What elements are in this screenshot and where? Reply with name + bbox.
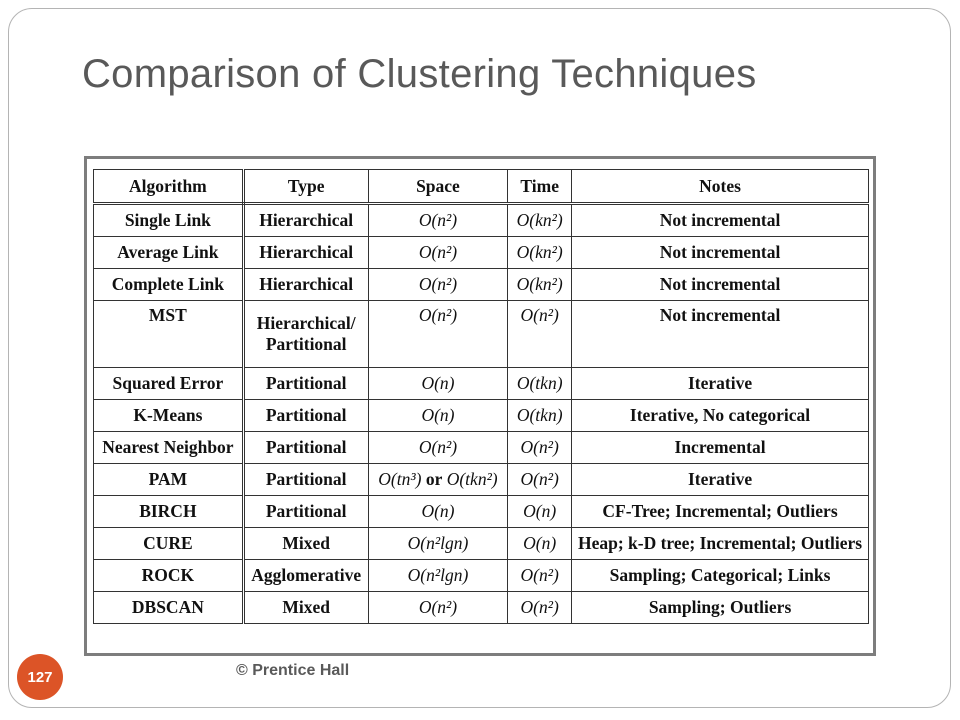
cell-type: Partitional [243, 368, 368, 400]
cell-time: O(n²) [508, 464, 572, 496]
table-row [94, 464, 869, 496]
cell-space-value: O(tn³) [378, 469, 422, 489]
table-row [94, 269, 869, 301]
comparison-table [93, 169, 869, 624]
cell-algorithm: BIRCH [94, 496, 244, 528]
cell-algorithm: K-Means [94, 400, 244, 432]
cell-type: Mixed [243, 528, 368, 560]
cell-type: Partitional [243, 400, 368, 432]
cell-type: Agglomerative [243, 560, 368, 592]
cell-algorithm: Complete Link [94, 269, 244, 301]
cell-notes: Heap; k-D tree; Incremental; Outliers [572, 528, 869, 560]
table-row [94, 432, 869, 464]
cell-notes: Iterative, No categorical [572, 400, 869, 432]
cell-time: O(n) [508, 528, 572, 560]
cell-space: O(n²lgn) [368, 560, 508, 592]
cell-space: O(n²) [368, 432, 508, 464]
page-number-badge: 127 [17, 654, 63, 700]
cell-space: O(n²) [368, 237, 508, 269]
cell-type: Partitional [243, 464, 368, 496]
cell-algorithm: CURE [94, 528, 244, 560]
cell-type-line1: Hierarchical/ [256, 313, 356, 333]
cell-space-alt: O(tkn²) [446, 469, 498, 489]
cell-space: O(n²lgn) [368, 528, 508, 560]
cell-notes: Iterative [572, 368, 869, 400]
cell-type: Partitional [243, 432, 368, 464]
cell-space [368, 464, 508, 496]
cell-type: Hierarchical [243, 269, 368, 301]
cell-algorithm: DBSCAN [94, 592, 244, 624]
header-time: Time [508, 170, 572, 204]
table-row [94, 560, 869, 592]
cell-algorithm: Single Link [94, 204, 244, 237]
cell-space: O(n²) [368, 592, 508, 624]
slide-title: Comparison of Clustering Techniques [82, 52, 757, 96]
cell-notes: Iterative [572, 464, 869, 496]
cell-type-line2: Partitional [265, 334, 347, 354]
cell-type: Partitional [243, 496, 368, 528]
cell-type: Hierarchical [243, 237, 368, 269]
cell-notes: Incremental [572, 432, 869, 464]
header-type: Type [243, 170, 368, 204]
header-notes: Notes [572, 170, 869, 204]
table-frame [84, 156, 876, 656]
cell-algorithm: MST [94, 301, 244, 368]
cell-notes: Sampling; Categorical; Links [572, 560, 869, 592]
cell-space: O(n) [368, 400, 508, 432]
cell-time: O(n²) [508, 592, 572, 624]
cell-type: Hierarchical [243, 204, 368, 237]
cell-type: Mixed [243, 592, 368, 624]
cell-notes: Not incremental [572, 237, 869, 269]
cell-space: O(n) [368, 496, 508, 528]
cell-time: O(n) [508, 496, 572, 528]
table-row [94, 592, 869, 624]
cell-notes: CF-Tree; Incremental; Outliers [572, 496, 869, 528]
cell-notes: Not incremental [572, 269, 869, 301]
cell-space: O(n²) [368, 204, 508, 237]
cell-time: O(tkn) [508, 368, 572, 400]
cell-algorithm: PAM [94, 464, 244, 496]
table-row [94, 528, 869, 560]
cell-time: O(kn²) [508, 237, 572, 269]
header-space: Space [368, 170, 508, 204]
cell-time: O(kn²) [508, 269, 572, 301]
cell-time: O(n²) [508, 560, 572, 592]
cell-space: O(n²) [368, 269, 508, 301]
table-row [94, 301, 869, 368]
cell-time: O(n²) [508, 432, 572, 464]
cell-time: O(tkn) [508, 400, 572, 432]
cell-time: O(n²) [508, 301, 572, 368]
cell-notes: Not incremental [572, 204, 869, 237]
cell-algorithm: Squared Error [94, 368, 244, 400]
cell-space: O(n²) [368, 301, 508, 368]
cell-space-or: or [425, 469, 443, 489]
table-row [94, 496, 869, 528]
table-row [94, 237, 869, 269]
cell-algorithm: Nearest Neighbor [94, 432, 244, 464]
cell-algorithm: ROCK [94, 560, 244, 592]
cell-space: O(n) [368, 368, 508, 400]
header-algorithm: Algorithm [94, 170, 244, 204]
cell-time: O(kn²) [508, 204, 572, 237]
cell-algorithm: Average Link [94, 237, 244, 269]
table-row [94, 368, 869, 400]
footer-copyright: © Prentice Hall [236, 662, 350, 679]
table-header-row [94, 170, 869, 204]
cell-notes: Sampling; Outliers [572, 592, 869, 624]
cell-type [243, 301, 368, 368]
table-row [94, 400, 869, 432]
table-row [94, 204, 869, 237]
cell-notes: Not incremental [572, 301, 869, 368]
